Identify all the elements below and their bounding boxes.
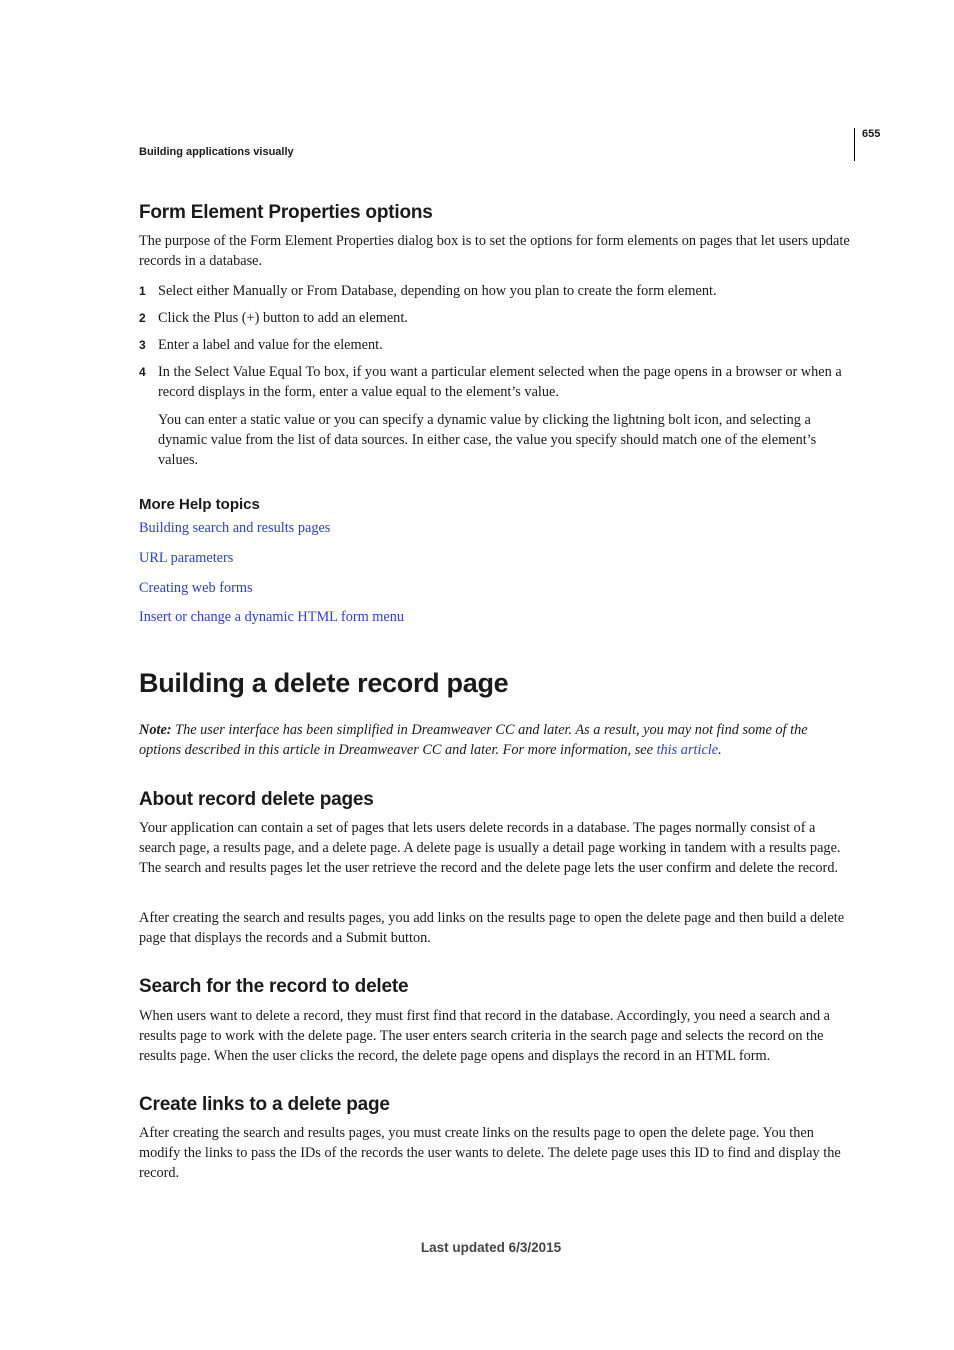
page-title: Building a delete record page — [139, 668, 509, 698]
help-link[interactable]: Building search and results pages — [139, 520, 331, 536]
section-heading-create-links: Create links to a delete page — [139, 1094, 390, 1115]
section-heading-about: About record delete pages — [139, 789, 374, 810]
form-element-intro: The purpose of the Form Element Properties dialog box is to set the options for form elements on pages that let users update records in a database. — [139, 233, 850, 269]
about-paragraph-1: Your application can contain a set of pages that lets users delete records in a database. The pages normally consist of a search page, a results page, and a delete page. A delete page is usually a detail page working in tandem with a results page. The search and results pages let the user retrieve the record and the delete page lets the user confirm and delete the record. — [139, 820, 841, 876]
help-link[interactable]: URL parameters — [139, 550, 234, 566]
step-text: Select either Manually or From Database, depending on how you plan to create the form element. — [158, 283, 717, 299]
note-link[interactable]: this article — [656, 742, 719, 758]
page-number-divider — [854, 128, 855, 161]
page-number: 655 — [862, 128, 881, 140]
create-links-paragraph: After creating the search and results pages, you must create links on the results page to open the delete page. You then modify the links to pass the IDs of the records the user wants to delete. The delete page uses this ID to find and display the record. — [139, 1125, 841, 1181]
help-link[interactable]: Insert or change a dynamic HTML form menu — [139, 609, 405, 625]
step-number: 4 — [139, 365, 146, 379]
step-number: 2 — [139, 311, 146, 325]
section-heading-form-element: Form Element Properties options — [139, 202, 433, 223]
search-paragraph: When users want to delete a record, they must first find that record in the database. Accordingly, you need a search and a results page to work with the delete page. The user enters search criteria in the search page and selects the record on the results page. When the user clicks the record, the delete page opens and displays the record in an HTML form. — [139, 1008, 831, 1064]
help-link[interactable]: Creating web forms — [139, 580, 253, 596]
step-text: Click the Plus (+) button to add an element. — [158, 310, 408, 326]
section-heading-search: Search for the record to delete — [139, 976, 409, 997]
step-followup: You can enter a static value or you can specify a dynamic value by clicking the lightning bolt icon, and selecting a dynamic value from the list of data sources. In either case, the value you specify should match one of the element’s values. — [158, 412, 817, 468]
step-text: Enter a label and value for the element. — [158, 337, 383, 353]
note-text: The user interface has been simplified in Dreamweaver CC and later. As a result, you may not find some of the options described in this article in Dreamweaver CC and later. For more information, see — [139, 722, 808, 758]
about-paragraph-2: After creating the search and results pages, you add links on the results page to open the delete page and then build a delete page that displays the records and a Submit button. — [139, 910, 845, 946]
footer-last-updated: Last updated 6/3/2015 — [420, 1240, 562, 1255]
step-text: In the Select Value Equal To box, if you want a particular element selected when the page opens in a browser or when a record displays in the form, enter a value equal to the element’s value. — [158, 364, 842, 400]
note-end: . — [718, 742, 722, 758]
note-paragraph — [139, 720, 851, 760]
note-label: Note: — [139, 722, 172, 738]
step-number: 3 — [139, 338, 146, 352]
step-number: 1 — [139, 284, 146, 298]
more-help-heading: More Help topics — [139, 496, 260, 513]
running-header: Building applications visually — [139, 146, 294, 158]
